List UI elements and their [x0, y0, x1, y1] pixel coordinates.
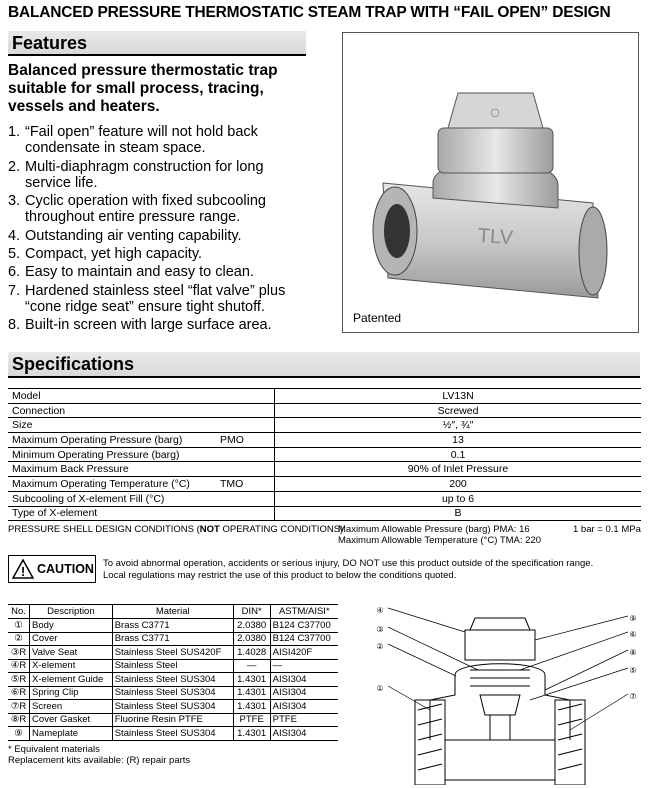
- spec-abbr: [216, 389, 275, 404]
- feature-number: 1.: [8, 124, 21, 140]
- svg-text:◯: ◯: [490, 108, 500, 117]
- spec-value: 13: [275, 433, 642, 448]
- feature-number: 2.: [8, 158, 21, 175]
- warning-triangle-icon: [12, 559, 34, 579]
- materials-material-cell: Stainless Steel SUS304: [112, 673, 233, 687]
- design-conditions: [8, 524, 641, 546]
- materials-row: [8, 686, 338, 700]
- feature-text: Multi-diaphragm construction for long service life.: [25, 158, 264, 191]
- spec-abbr: [216, 462, 275, 477]
- spec-row: [8, 433, 641, 448]
- pma-value: Maximum Allowable Pressure (barg) PMA: 16: [338, 524, 530, 535]
- svg-text:!: !: [20, 564, 26, 579]
- features-heading-label: Features: [12, 33, 88, 53]
- conditions-suffix: OPERATING CONDITIONS):: [219, 524, 346, 535]
- materials-no-cell: ⑤R: [8, 673, 30, 687]
- product-photo: [342, 32, 639, 333]
- feature-number: 5.: [8, 246, 21, 263]
- spec-value: LV13N: [275, 389, 642, 404]
- materials-material-cell: Stainless Steel: [112, 659, 233, 673]
- tma-value: Maximum Allowable Temperature (°C) TMA: 220: [338, 535, 542, 546]
- materials-din-cell: PTFE: [233, 713, 270, 727]
- feature-text: Hardened stainless steel “flat valve” plus “cone ridge seat” ensure tight shutoff.: [25, 282, 286, 315]
- spec-value: ½″, ¾″: [275, 418, 642, 433]
- materials-desc-cell: Cover: [30, 632, 113, 646]
- specifications-heading-label: Specifications: [12, 354, 135, 374]
- materials-astm-cell: AISI304: [270, 727, 338, 741]
- materials-desc-cell: Cover Gasket: [30, 713, 113, 727]
- specifications-heading: [8, 352, 640, 376]
- materials-material-cell: Fluorine Resin PTFE: [112, 713, 233, 727]
- feature-number: 8.: [8, 317, 21, 334]
- materials-no-cell: ⑥R: [8, 686, 30, 700]
- materials-row: [8, 619, 338, 633]
- spec-row: [8, 462, 641, 477]
- materials-astm-cell: AISI420F: [270, 646, 338, 660]
- materials-no-cell: ⑦R: [8, 700, 30, 714]
- caution-text: [103, 558, 593, 581]
- feature-text: Outstanding air venting capability.: [25, 227, 242, 244]
- spec-row: [8, 418, 641, 433]
- materials-row: [8, 727, 338, 741]
- materials-no-cell: ⑧R: [8, 713, 30, 727]
- equivalent-note: * Equivalent materials: [8, 744, 100, 755]
- spec-label: Maximum Operating Temperature (°C): [8, 477, 216, 492]
- feature-item: [8, 193, 308, 226]
- diagram-callout: ⑥: [629, 630, 637, 639]
- materials-astm-cell: PTFE: [270, 713, 338, 727]
- spec-abbr: [216, 447, 275, 462]
- conditions-prefix: PRESSURE SHELL DESIGN CONDITIONS (: [8, 524, 200, 535]
- feature-number: 7.: [8, 282, 21, 299]
- materials-header-cell: DIN*: [233, 605, 270, 619]
- spec-label: Maximum Operating Pressure (barg): [8, 433, 216, 448]
- feature-text: Built-in screen with large surface area.: [25, 317, 272, 334]
- materials-row: [8, 646, 338, 660]
- materials-material-cell: Stainless Steel SUS420F: [112, 646, 233, 660]
- spec-value: up to 6: [275, 491, 642, 506]
- feature-item: [8, 159, 308, 192]
- unit-note: 1 bar = 0.1 MPa: [573, 524, 641, 535]
- diagram-callout: ②: [376, 642, 384, 651]
- spec-abbr: [216, 491, 275, 506]
- materials-din-cell: 1.4301: [233, 673, 270, 687]
- materials-material-cell: Brass C3771: [112, 619, 233, 633]
- materials-din-cell: —: [233, 659, 270, 673]
- materials-din-cell: 1.4301: [233, 700, 270, 714]
- caution-line-1: To avoid abnormal operation, accidents or serious injury, DO NOT use this product outside of the specification range.: [103, 558, 594, 569]
- materials-din-cell: 1.4301: [233, 686, 270, 700]
- materials-no-cell: ③R: [8, 646, 30, 660]
- diagram-callout: ⑤: [629, 666, 637, 675]
- materials-desc-cell: Body: [30, 619, 113, 633]
- spec-value: 90% of Inlet Pressure: [275, 462, 642, 477]
- spec-value: 200: [275, 477, 642, 492]
- spec-abbr: [216, 403, 275, 418]
- diagram-callout: ③: [376, 625, 384, 634]
- spec-row: [8, 491, 641, 506]
- materials-no-cell: ②: [8, 632, 30, 646]
- spec-abbr: PMO: [216, 433, 275, 448]
- materials-table: [8, 604, 338, 741]
- materials-astm-cell: AISI304: [270, 700, 338, 714]
- materials-din-cell: 2.0380: [233, 619, 270, 633]
- spec-row: [8, 403, 641, 418]
- materials-din-cell: 2.0380: [233, 632, 270, 646]
- spec-row: [8, 389, 641, 404]
- materials-astm-cell: AISI304: [270, 673, 338, 687]
- features-intro: Balanced pressure thermostatic trap suitable for small process, tracing, vessels and heaters.: [8, 62, 278, 115]
- materials-row: [8, 659, 338, 673]
- feature-text: “Fail open” feature will not hold back condensate in steam space.: [25, 124, 258, 157]
- spec-value: Screwed: [275, 403, 642, 418]
- diagram-callout: ①: [376, 684, 384, 693]
- page-title: BALANCED PRESSURE THERMOSTATIC STEAM TRAP WITH “FAIL OPEN” DESIGN: [8, 4, 611, 21]
- materials-header-row: [8, 605, 338, 619]
- materials-astm-cell: —: [270, 659, 338, 673]
- features-list: [8, 124, 308, 336]
- feature-item: [8, 283, 308, 316]
- materials-header-cell: No.: [8, 605, 30, 619]
- feature-item: [8, 246, 308, 262]
- materials-material-cell: Brass C3771: [112, 632, 233, 646]
- feature-number: 6.: [8, 264, 21, 281]
- materials-row: [8, 632, 338, 646]
- materials-astm-cell: B124 C37700: [270, 619, 338, 633]
- materials-desc-cell: Screen: [30, 700, 113, 714]
- brand-mark: TLV: [477, 224, 514, 250]
- spec-row: [8, 447, 641, 462]
- spec-label: Type of X-element: [8, 506, 216, 521]
- materials-desc-cell: Nameplate: [30, 727, 113, 741]
- spec-row: [8, 477, 641, 492]
- diagram-callout: ⑨: [629, 614, 637, 623]
- caution-line-2: Local regulations may restrict the use of this product to below the conditions quoted.: [103, 569, 457, 581]
- materials-desc-cell: Valve Seat: [30, 646, 113, 660]
- spec-row: [8, 506, 641, 521]
- spec-abbr: [216, 506, 275, 521]
- spec-label: Minimum Operating Pressure (barg): [8, 447, 216, 462]
- spec-label: Size: [8, 418, 216, 433]
- spec-abbr: TMO: [216, 477, 275, 492]
- specifications-table: [8, 388, 641, 521]
- feature-item: [8, 228, 308, 244]
- caution-badge: [8, 555, 96, 583]
- materials-astm-cell: B124 C37700: [270, 632, 338, 646]
- materials-astm-cell: AISI304: [270, 686, 338, 700]
- cross-section-diagram: [370, 600, 645, 785]
- features-heading: [8, 31, 306, 54]
- conditions-not: NOT: [199, 524, 220, 535]
- feature-item: [8, 317, 308, 333]
- materials-row: [8, 673, 338, 687]
- spec-value: 0.1: [275, 447, 642, 462]
- materials-header-cell: ASTM/AISI*: [270, 605, 338, 619]
- feature-text: Compact, yet high capacity.: [25, 246, 203, 263]
- photo-caption: Patented: [353, 311, 402, 325]
- diagram-callout: ⑧: [629, 648, 637, 657]
- materials-header-cell: Material: [112, 605, 233, 619]
- diagram-callout: ④: [376, 606, 384, 615]
- materials-din-cell: 1.4301: [233, 727, 270, 741]
- spec-label: Subcooling of X-element Fill (°C): [8, 491, 216, 506]
- feature-number: 4.: [8, 227, 21, 244]
- steam-trap-illustration: [343, 33, 637, 331]
- materials-no-cell: ④R: [8, 659, 30, 673]
- spec-abbr: [216, 418, 275, 433]
- materials-notes: [8, 744, 190, 766]
- diagram-callout: ⑦: [629, 692, 637, 701]
- feature-text: Easy to maintain and easy to clean.: [25, 264, 254, 281]
- feature-number: 3.: [8, 193, 21, 210]
- spec-label: Model: [8, 389, 216, 404]
- feature-item: [8, 124, 308, 157]
- materials-no-cell: ①: [8, 619, 30, 633]
- materials-desc-cell: Spring Clip: [30, 686, 113, 700]
- feature-item: [8, 264, 308, 280]
- repair-kit-note: Replacement kits available: (R) repair parts: [8, 755, 191, 766]
- spec-label: Connection: [8, 403, 216, 418]
- materials-material-cell: Stainless Steel SUS304: [112, 727, 233, 741]
- materials-desc-cell: X-element Guide: [30, 673, 113, 687]
- materials-din-cell: 1.4028: [233, 646, 270, 660]
- spec-value: B: [275, 506, 642, 521]
- materials-row: [8, 700, 338, 714]
- materials-row: [8, 713, 338, 727]
- materials-no-cell: ⑨: [8, 727, 30, 741]
- materials-header-cell: Description: [30, 605, 113, 619]
- materials-material-cell: Stainless Steel SUS304: [112, 686, 233, 700]
- spec-label: Maximum Back Pressure: [8, 462, 216, 477]
- materials-material-cell: Stainless Steel SUS304: [112, 700, 233, 714]
- feature-text: Cyclic operation with fixed subcooling throughout entire pressure range.: [25, 193, 266, 226]
- caution-label: CAUTION: [37, 562, 94, 576]
- materials-desc-cell: X-element: [30, 659, 113, 673]
